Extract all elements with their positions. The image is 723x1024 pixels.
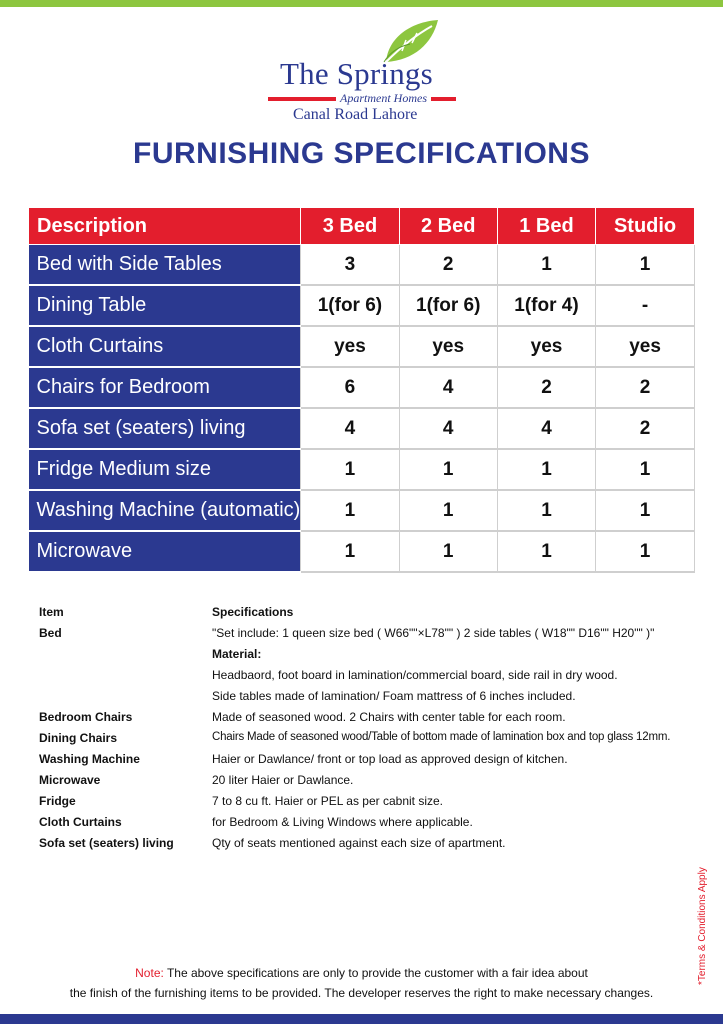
spec-material-label: Material: xyxy=(212,647,262,661)
cell-value: 1 xyxy=(497,245,595,286)
spec-item: Sofa set (seaters) living xyxy=(39,836,174,850)
cell-value: 1 xyxy=(596,490,695,531)
spec-row xyxy=(39,752,699,773)
cell-value: yes xyxy=(596,326,695,367)
table-row xyxy=(29,408,695,449)
spec-text: "Set include: 1 queen size bed ( W66""×L78"" ) 2 side tables ( W18"" D16"" H20"" )" xyxy=(212,626,655,640)
spec-row xyxy=(39,731,699,752)
header-description: Description xyxy=(29,208,301,245)
bottom-accent-bar xyxy=(0,1014,723,1024)
cell-value: 1 xyxy=(596,449,695,490)
table-row xyxy=(29,326,695,367)
brand-subtitle: Apartment Homes xyxy=(336,91,431,106)
spec-row xyxy=(39,794,699,815)
note-text-1: The above specifications are only to provide the customer with a fair idea about xyxy=(163,966,588,980)
top-accent-bar xyxy=(0,0,723,7)
cell-value: 1 xyxy=(497,449,595,490)
spec-row xyxy=(39,836,699,857)
page-title: FURNISHING SPECIFICATIONS xyxy=(133,137,590,170)
spec-text: for Bedroom & Living Windows where applicable. xyxy=(212,815,473,829)
row-label: Bed with Side Tables xyxy=(29,245,301,286)
note-line-1 xyxy=(0,963,723,983)
spec-text: Haier or Dawlance/ front or top load as approved design of kitchen. xyxy=(212,752,568,766)
cell-value: 1(for 4) xyxy=(497,285,595,326)
table-row xyxy=(29,285,695,326)
spec-header-row xyxy=(39,605,699,626)
cell-value: 2 xyxy=(399,245,497,286)
spec-item: Fridge xyxy=(39,794,76,808)
table-row xyxy=(29,449,695,490)
cell-value: yes xyxy=(301,326,399,367)
brand-location: Canal Road Lahore xyxy=(293,106,418,123)
cell-value: 1 xyxy=(497,531,595,572)
cell-value: 6 xyxy=(301,367,399,408)
header-studio: Studio xyxy=(596,208,695,245)
cell-value: 1 xyxy=(301,490,399,531)
spec-text: Made of seasoned wood. 2 Chairs with center table for each room. xyxy=(212,710,566,724)
table-row xyxy=(29,531,695,572)
spec-text: Qty of seats mentioned against each size of apartment. xyxy=(212,836,506,850)
specifications-list xyxy=(39,605,699,857)
spec-row xyxy=(39,815,699,836)
cell-value: 1 xyxy=(399,531,497,572)
spec-item: Bed xyxy=(39,626,62,640)
spec-row xyxy=(39,647,699,668)
cell-value: 1 xyxy=(596,531,695,572)
cell-value: 4 xyxy=(497,408,595,449)
disclaimer-note xyxy=(0,963,723,1003)
row-label: Cloth Curtains xyxy=(29,326,301,367)
row-label: Washing Machine (automatic) xyxy=(29,490,301,531)
terms-conditions-note: *Terms & Conditions Apply xyxy=(697,867,708,985)
logo xyxy=(260,18,470,128)
cell-value: 1(for 6) xyxy=(399,285,497,326)
row-label: Sofa set (seaters) living xyxy=(29,408,301,449)
spec-item: Bedroom Chairs xyxy=(39,710,133,724)
spec-row xyxy=(39,689,699,710)
header-3-bed: 3 Bed xyxy=(301,208,399,245)
cell-value: yes xyxy=(497,326,595,367)
cell-value: 2 xyxy=(497,367,595,408)
row-label: Fridge Medium size xyxy=(29,449,301,490)
spec-text: Headbaord, foot board in lamination/commercial board, side rail in dry wood. xyxy=(212,668,618,682)
spec-item: Dining Chairs xyxy=(39,731,118,745)
spec-row xyxy=(39,773,699,794)
spec-text: Chairs Made of seasoned wood/Table of bottom made of lamination box and top glass 12mm. xyxy=(212,731,671,743)
spec-text: Side tables made of lamination/ Foam mattress of 6 inches included. xyxy=(212,689,576,703)
cell-value: 2 xyxy=(596,408,695,449)
brand-name: The Springs xyxy=(280,56,433,91)
cell-value: yes xyxy=(399,326,497,367)
spec-item: Microwave xyxy=(39,773,101,787)
cell-value: 1 xyxy=(596,245,695,286)
spec-row xyxy=(39,626,699,647)
furnishing-table xyxy=(28,207,695,573)
note-label: Note: xyxy=(135,966,164,980)
cell-value: 1 xyxy=(399,449,497,490)
note-text-2: the finish of the furnishing items to be provided. The developer reserves the right to make necessary changes. xyxy=(69,986,654,1000)
spec-item: Cloth Curtains xyxy=(39,815,122,829)
cell-value: 1 xyxy=(301,449,399,490)
spec-text: 7 to 8 cu ft. Haier or PEL as per cabnit size. xyxy=(212,794,443,808)
table-row xyxy=(29,490,695,531)
cell-value: 4 xyxy=(399,367,497,408)
cell-value: 1 xyxy=(399,490,497,531)
row-label: Microwave xyxy=(29,531,301,572)
cell-value: - xyxy=(596,285,695,326)
cell-value: 3 xyxy=(301,245,399,286)
cell-value: 4 xyxy=(399,408,497,449)
header-2-bed: 2 Bed xyxy=(399,208,497,245)
cell-value: 1 xyxy=(301,531,399,572)
table-header-row xyxy=(29,208,695,245)
cell-value: 1(for 6) xyxy=(301,285,399,326)
row-label: Chairs for Bedroom xyxy=(29,367,301,408)
row-label: Dining Table xyxy=(29,285,301,326)
header-1-bed: 1 Bed xyxy=(497,208,595,245)
cell-value: 2 xyxy=(596,367,695,408)
spec-text: 20 liter Haier or Dawlance. xyxy=(212,773,354,787)
spec-row xyxy=(39,710,699,731)
item-header: Item xyxy=(39,605,64,619)
spec-item: Washing Machine xyxy=(39,752,140,766)
table-row xyxy=(29,367,695,408)
table-row xyxy=(29,245,695,286)
spec-row xyxy=(39,668,699,689)
specifications-header: Specifications xyxy=(212,605,294,619)
cell-value: 4 xyxy=(301,408,399,449)
cell-value: 1 xyxy=(497,490,595,531)
